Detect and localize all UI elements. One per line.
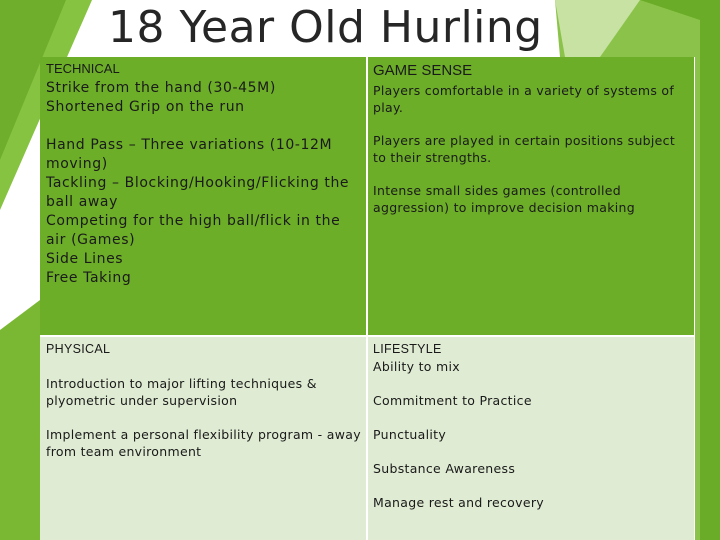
lifestyle-line: Punctuality bbox=[373, 427, 447, 442]
column-divider bbox=[366, 57, 368, 540]
game-sense-line: Players comfortable in a variety of systems of bbox=[373, 83, 675, 98]
game-sense-line: play. bbox=[373, 100, 404, 115]
lifestyle-line bbox=[373, 477, 688, 494]
physical-line: plyometric under supervision bbox=[46, 393, 238, 408]
technical-line: Strike from the hand (30-45M) bbox=[46, 80, 276, 96]
game-sense-line bbox=[373, 166, 688, 182]
technical-line: Hand Pass – Three variations (10-12M bbox=[46, 137, 333, 153]
lifestyle-line: Ability to mix bbox=[373, 359, 460, 374]
row-divider bbox=[40, 335, 694, 337]
lifestyle-line bbox=[373, 409, 688, 426]
technical-line: Free Taking bbox=[46, 270, 132, 286]
game-sense-line: to their strengths. bbox=[373, 150, 492, 165]
game-sense-line: aggression) to improve decision making bbox=[373, 200, 635, 215]
physical-line bbox=[46, 409, 361, 426]
physical-line: Implement a personal flexibility program - away bbox=[46, 427, 361, 442]
physical-list bbox=[46, 358, 361, 460]
lifestyle-heading: LIFESTYLE bbox=[373, 342, 442, 356]
lifestyle-line: Commitment to Practice bbox=[373, 393, 532, 408]
game-sense-cell bbox=[367, 57, 694, 335]
physical-heading: PHYSICAL bbox=[46, 342, 111, 356]
lifestyle-line: Manage rest and recovery bbox=[373, 495, 544, 510]
game-sense-line: Intense small sides games (controlled bbox=[373, 183, 622, 198]
technical-line: Competing for the high ball/flick in the bbox=[46, 213, 341, 229]
physical-line bbox=[46, 358, 361, 375]
lifestyle-list bbox=[373, 358, 688, 511]
physical-line: Introduction to major lifting techniques & bbox=[46, 376, 317, 391]
technical-line: ball away bbox=[46, 194, 118, 210]
technical-line: Tackling – Blocking/Hooking/Flicking the bbox=[46, 175, 350, 191]
technical-line bbox=[46, 117, 361, 136]
technical-heading: TECHNICAL bbox=[46, 61, 120, 76]
lifestyle-line: Substance Awareness bbox=[373, 461, 516, 476]
technical-line: Shortened Grip on the run bbox=[46, 99, 245, 115]
technical-list bbox=[46, 79, 361, 288]
technical-line: air (Games) bbox=[46, 232, 136, 248]
game-sense-heading: GAME SENSE bbox=[373, 62, 473, 79]
bottom-left-green-band bbox=[0, 300, 40, 540]
physical-cell bbox=[40, 337, 367, 540]
game-sense-line bbox=[373, 116, 688, 132]
physical-line: from team environment bbox=[46, 444, 202, 459]
game-sense-line: Players are played in certain positions subject bbox=[373, 133, 676, 148]
content-table bbox=[40, 57, 694, 540]
technical-line: moving) bbox=[46, 156, 108, 172]
page-title: 18 Year Old Hurling bbox=[108, 2, 543, 53]
technical-line: Side Lines bbox=[46, 251, 124, 267]
lifestyle-line bbox=[373, 443, 688, 460]
lifestyle-line bbox=[373, 375, 688, 392]
game-sense-list bbox=[373, 82, 688, 216]
technical-cell bbox=[40, 57, 367, 335]
lifestyle-cell bbox=[367, 337, 694, 540]
